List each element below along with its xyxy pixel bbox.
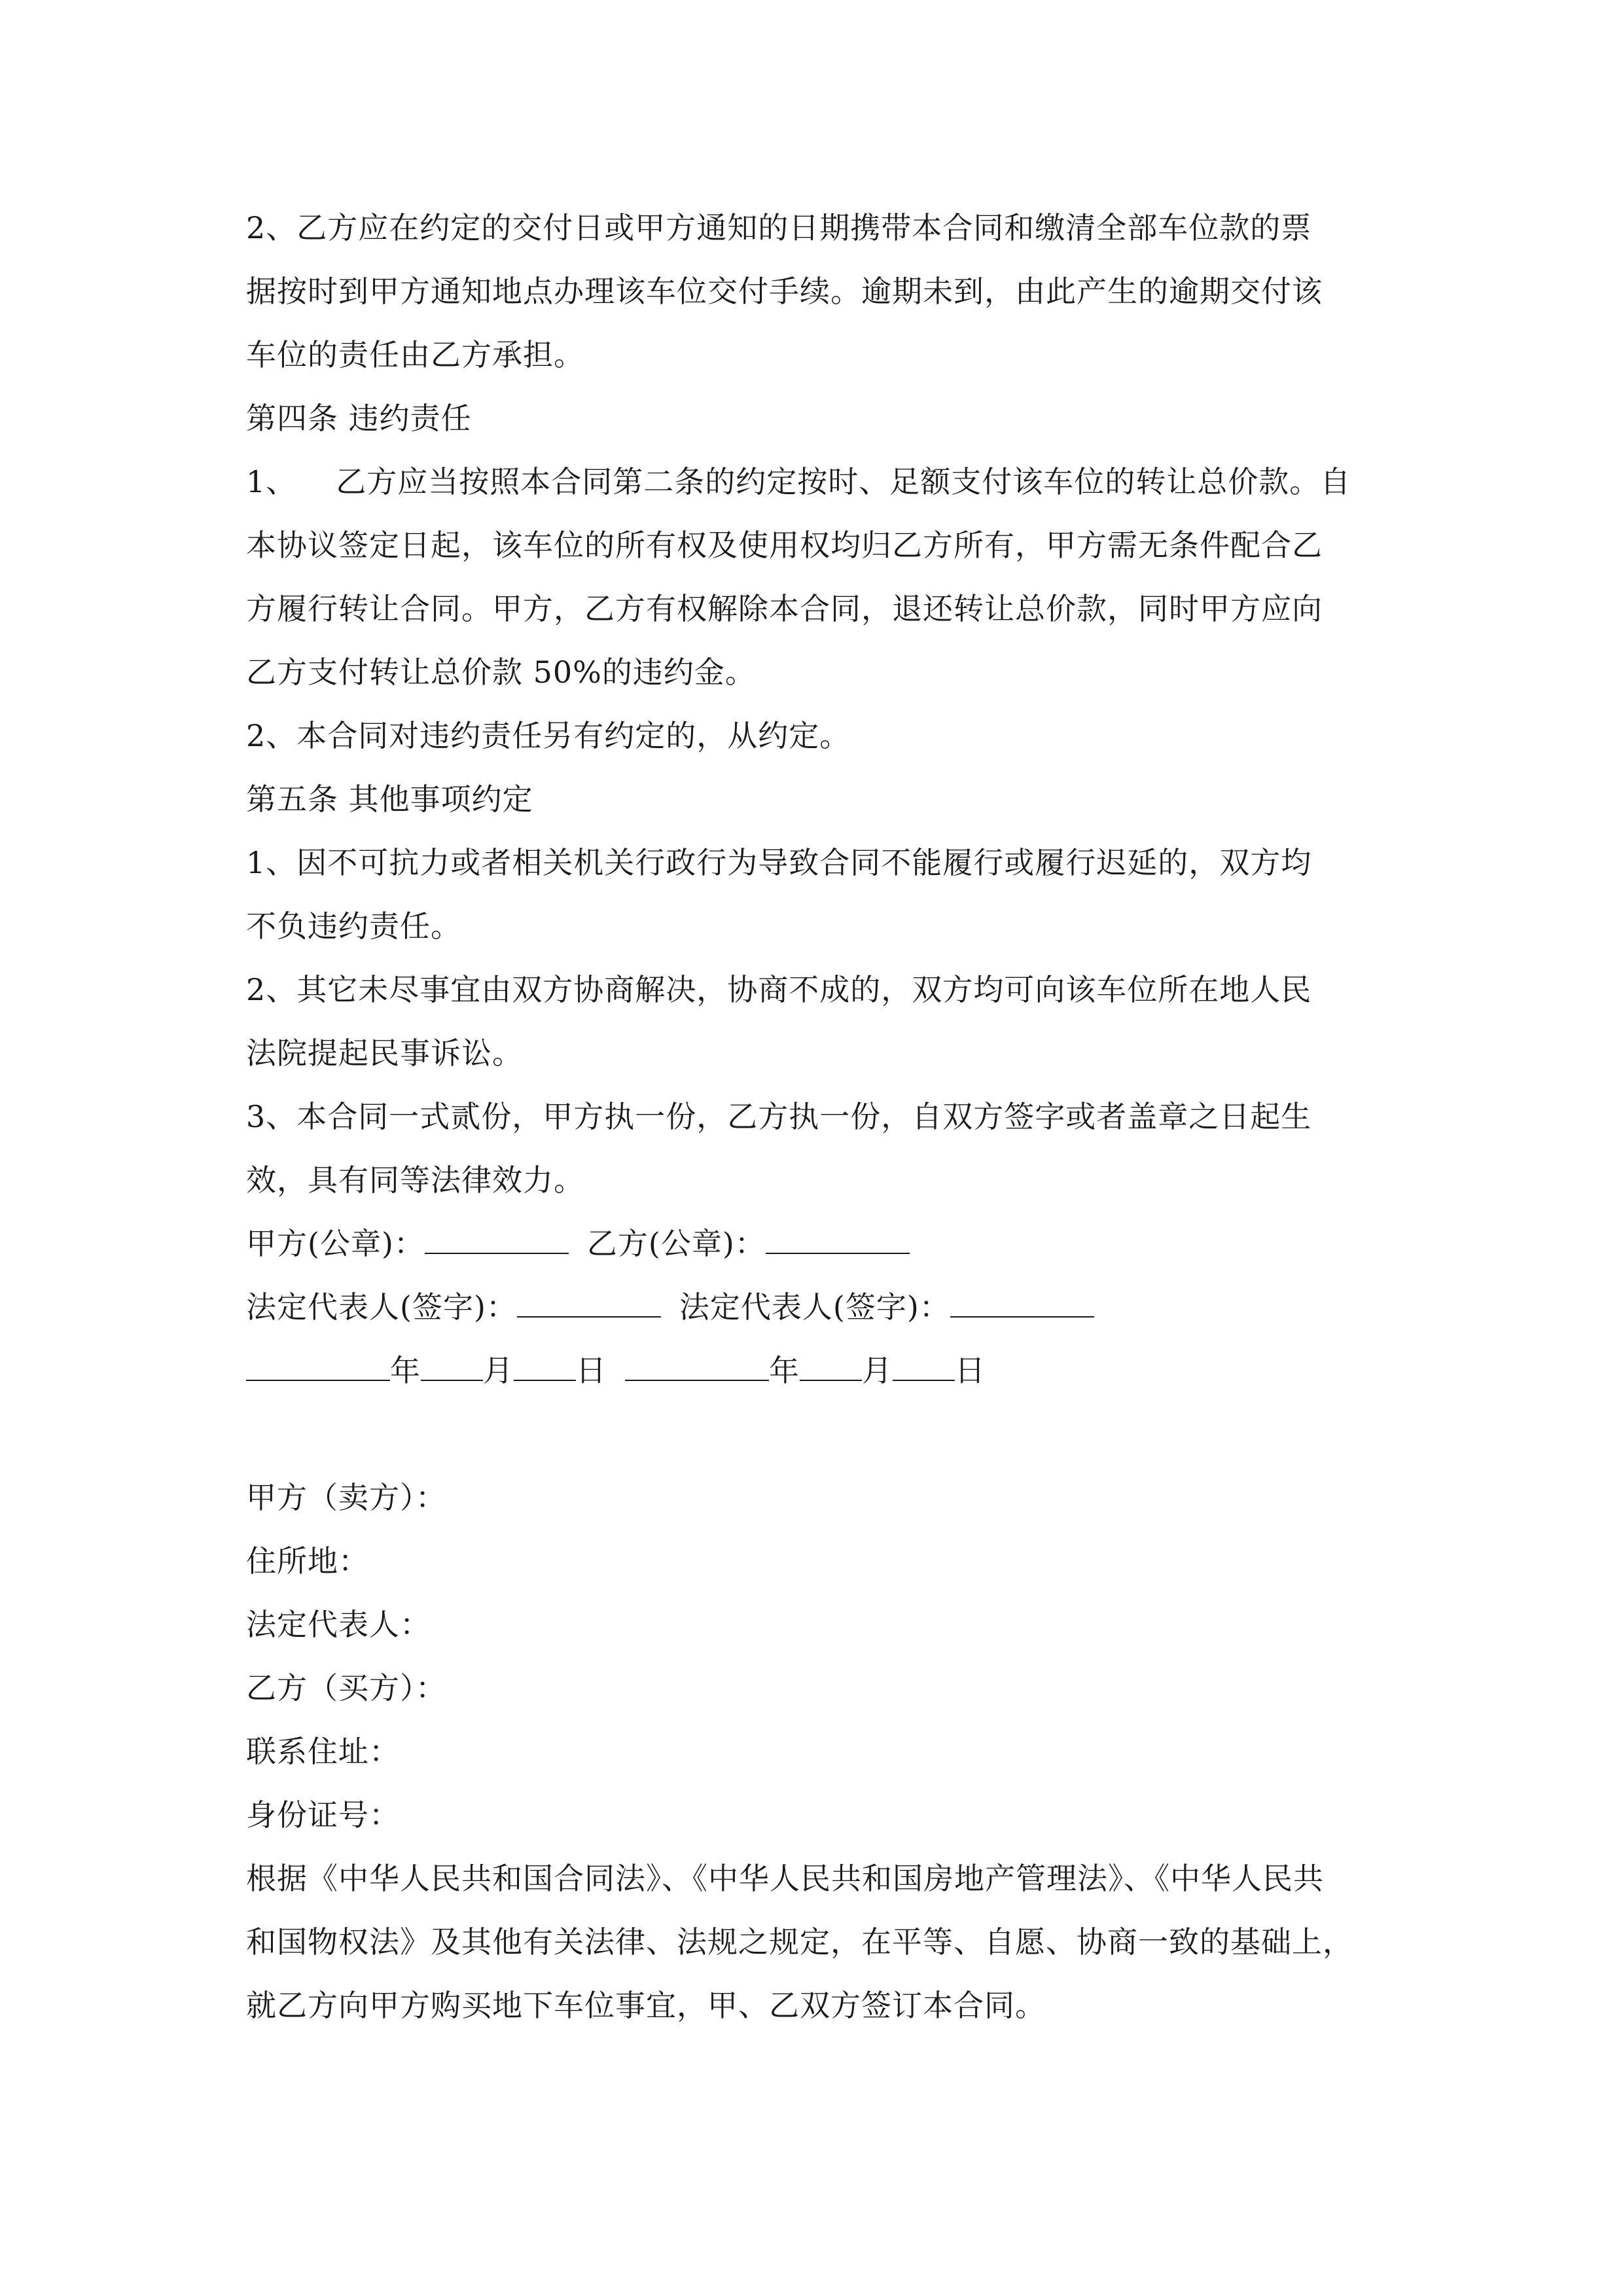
buyer-label: 乙方（买方）： (246, 1670, 446, 1706)
date-row (246, 1339, 1378, 1403)
preamble-line: 就乙方向甲方购买地下车位事宜，甲、乙双方签订本合同。 (246, 1988, 1046, 2023)
day-label: 日 (955, 1353, 986, 1388)
text-line (246, 450, 1378, 514)
year-b-blank[interactable] (625, 1355, 769, 1381)
document-page (246, 196, 1378, 2037)
text-line: 乙方支付转让总价款 50%的违约金。 (246, 655, 756, 690)
rep-b-label: 法定代表人(签字)： (679, 1289, 950, 1325)
id-number-label: 身份证号： (246, 1797, 400, 1833)
text-line: 法院提起民事诉讼。 (246, 1035, 523, 1071)
legal-rep-label: 法定代表人： (246, 1607, 431, 1642)
rep-a-label: 法定代表人(签字)： (246, 1289, 517, 1325)
text-line: 2、本合同对违约责任另有约定的，从约定。 (246, 718, 851, 753)
party-b-seal-blank[interactable] (766, 1228, 910, 1254)
day-label: 日 (576, 1353, 607, 1388)
text-line: 本协议签定日起，该车位的所有权及使用权均归乙方所有，甲方需无条件配合乙 (246, 528, 1323, 563)
text-line: 不负违约责任。 (246, 908, 461, 944)
rep-b-blank[interactable] (950, 1291, 1094, 1318)
year-a-blank[interactable] (246, 1355, 390, 1381)
address-label: 住所地： (246, 1543, 369, 1579)
month-label: 月 (862, 1353, 893, 1388)
text-line: 方履行转让合同。甲方，乙方有权解除本合同，退还转让总价款，同时甲方应向 (246, 591, 1323, 626)
preamble-line: 根据《中华人民共和国合同法》、《中华人民共和国房地产管理法》、《中华人民共 (246, 1861, 1324, 1896)
preamble-line: 和国物权法》及其他有关法律、法规之规定，在平等、自愿、协商一致的基础上， (246, 1924, 1353, 1960)
month-label: 月 (483, 1353, 514, 1388)
text-line: 2、乙方应在约定的交付日或甲方通知的日期携带本合同和缴清全部车位款的票 (246, 210, 1312, 245)
contact-address-label: 联系住址： (246, 1734, 400, 1769)
text-line: 3、本合同一式贰份，甲方执一份，乙方执一份，自双方签字或者盖章之日起生 (246, 1099, 1312, 1134)
text-line: 车位的责任由乙方承担。 (246, 337, 584, 372)
party-b-seal-label: 乙方(公章)： (586, 1226, 766, 1261)
seller-label: 甲方（卖方）： (246, 1480, 446, 1515)
text-line: 1、因不可抗力或者相关机关行政行为导致合同不能履行或履行迟延的，双方均 (246, 845, 1312, 880)
month-a-blank[interactable] (421, 1355, 483, 1381)
section-heading-5: 第五条 其他事项约定 (246, 781, 533, 817)
day-a-blank[interactable] (514, 1355, 576, 1381)
representative-row (246, 1276, 1378, 1339)
item-number: 1、 (246, 464, 297, 499)
text-line: 2、其它未尽事宜由双方协商解决，协商不成的，双方均可向该车位所在地人民 (246, 972, 1312, 1007)
party-a-seal-blank[interactable] (425, 1228, 569, 1254)
item-text: 乙方应当按照本合同第二条的约定按时、足额支付该车位的转让总价款。自 (336, 464, 1351, 499)
spacer (246, 1403, 1378, 1466)
text-line: 据按时到甲方通知地点办理该车位交付手续。逾期未到，由此产生的逾期交付该 (246, 274, 1323, 309)
year-label: 年 (390, 1353, 421, 1388)
section-heading-4: 第四条 违约责任 (246, 401, 472, 436)
rep-a-blank[interactable] (517, 1291, 661, 1318)
month-b-blank[interactable] (800, 1355, 862, 1381)
text-line: 效，具有同等法律效力。 (246, 1162, 584, 1198)
seal-row (246, 1212, 1378, 1276)
year-label: 年 (769, 1353, 800, 1388)
party-a-seal-label: 甲方(公章)： (246, 1226, 425, 1261)
day-b-blank[interactable] (893, 1355, 955, 1381)
